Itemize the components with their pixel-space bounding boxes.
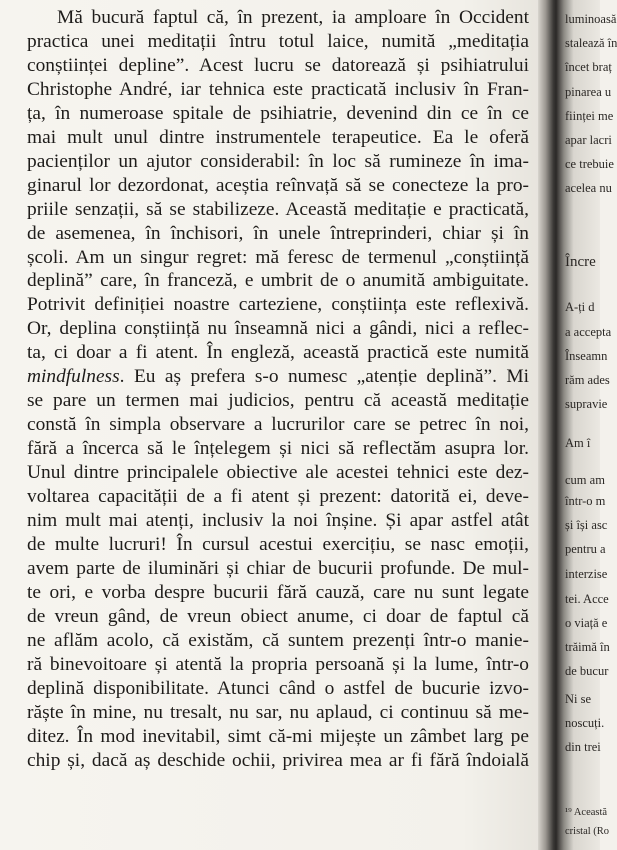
right-text-line: pinarea u — [565, 85, 612, 99]
text-line: chip și, dacă aș deschide ochii, privirea mea ar fi fără îndoială — [27, 749, 529, 771]
right-text-line: într-o m — [565, 494, 606, 508]
right-text-line: Am î — [565, 436, 591, 450]
text-line: ginarul lor dezordonat, aceștia reînvață să se conecteze la pro- — [27, 174, 529, 196]
right-text-line: Ni se — [565, 692, 592, 706]
text-line: conștiinței depline”. Acest lucru se datorează și psihiatrului — [27, 54, 529, 76]
right-text-line: din trei — [565, 740, 601, 754]
right-text-line: Înseamn — [565, 349, 608, 363]
right-text-line: interzise — [565, 567, 608, 581]
text-line: Or, deplina conștiință nu înseamnă nici a gândi, nici a reflec- — [27, 318, 529, 340]
text-line: de vreun gând, de vreun obiect anume, ci doar de faptul că — [27, 605, 529, 627]
right-page — [556, 0, 617, 850]
text-line: practica unei meditații întru totul laice, numită „meditația — [27, 30, 529, 52]
text-line: deplină disponibilitate. Atunci când o astfel de bucurie izvo- — [27, 677, 529, 699]
right-footnote-line: cristal (Ro — [565, 826, 610, 837]
text-line: ne aflăm acolo, că existăm, că suntem prezenți într-o manie- — [27, 629, 529, 651]
right-text-line: o viață e — [565, 616, 608, 630]
text-line: mai mult unul dintre instrumentele terapeutice. Ea le oferă — [27, 126, 529, 148]
right-text-line: supravie — [565, 397, 608, 411]
right-text-line: și își asc — [565, 518, 608, 532]
right-text-line: acelea nu — [565, 181, 612, 195]
text-line: fără a încerca să le înțelegem și nici să reflectăm asupra lor. — [27, 438, 529, 460]
right-text-line: ființei me — [565, 109, 614, 123]
text-line: de multe lucruri! În cursul acestui exercițiu, se nasc emoții, — [27, 533, 529, 555]
text-line: deplină” care, în franceză, e umbrit de o anumită ambiguitate. — [27, 270, 529, 292]
text-line: ța, în numeroase spitale de psihiatrie, devenind din ce în ce — [27, 102, 529, 124]
text-line: se pare un termen mai judicios, pentru că această meditație — [27, 390, 529, 412]
right-text-line: încet braț — [565, 60, 612, 74]
right-text-line: cum am — [565, 473, 605, 487]
text-line: constă în simpla observare a lucrurilor care se petrec în noi, — [27, 414, 529, 436]
text-line: Potrivit definiției noastre carteziene, conștiința este reflexivă. — [27, 294, 529, 316]
text-line: pacienților un ajutor considerabil: în loc să rumineze în ima- — [27, 150, 529, 172]
right-text-line: A-ți d — [565, 300, 595, 314]
text-line: răște în mine, nu tresalt, nu sar, nu aplaud, ci continuu să me- — [27, 701, 529, 723]
right-section-heading: Încre — [565, 254, 596, 270]
right-text-line: a accepta — [565, 325, 612, 339]
right-text-line: ce trebuie — [565, 157, 614, 171]
right-footnote-line: ¹⁹ Această — [565, 807, 608, 818]
text-line: priile senzații, să se stabilizeze. Această meditație e practicată, — [27, 198, 529, 220]
text-line: nim mult mai atenți, inclusiv la noi înșine. Și apar astfel atât — [27, 510, 529, 532]
text-line: de asemenea, în închisori, în unele întreprinderi, chiar și în — [27, 222, 529, 244]
right-text-line: noscuți. — [565, 716, 605, 730]
text-line: Unul dintre principalele obiective ale acestei tehnici este dez- — [27, 462, 529, 484]
text-line: ră binevoitoare și atentă la propria persoană și la lume, într-o — [27, 653, 529, 675]
right-text-line: stalează în — [565, 36, 617, 50]
text-line: te ori, e vorba despre bucurii fără cauză, care nu sunt legate — [27, 581, 529, 603]
body-text — [27, 6, 529, 773]
text-line: școli. Am un singur regret: mă feresc de termenul „conștiință — [27, 246, 529, 268]
text-line: ditez. În mod inevitabil, simt că-mi mijește un zâmbet larg pe — [27, 725, 529, 747]
right-text-line: de bucur — [565, 664, 609, 678]
text-line: Mă bucură faptul că, în prezent, ia amploare în Occident — [57, 7, 529, 28]
text-line: avem parte de iluminări și chiar de bucurii profunde. De mul- — [27, 557, 529, 579]
right-text-line: tei. Acce — [565, 592, 609, 606]
text-line: mindfulness. Eu aș prefera s-o numesc „atenție deplină”. Mi — [27, 366, 529, 388]
right-text-line: apar lacri — [565, 133, 612, 147]
text-line: voltarea capacității de a fi atent și prezent: datorită ei, deve- — [27, 486, 529, 508]
right-text-line: trăimă în — [565, 640, 610, 654]
right-text-line: pentru a — [565, 542, 606, 556]
text-line: Christophe André, iar tehnica este practicată inclusiv în Fran- — [27, 78, 529, 100]
right-text-line: răm ades — [565, 373, 610, 387]
right-text-line: luminoasă — [565, 12, 617, 26]
text-line: ta, ci doar a fi atent. În engleză, această practică este numită — [27, 342, 529, 364]
